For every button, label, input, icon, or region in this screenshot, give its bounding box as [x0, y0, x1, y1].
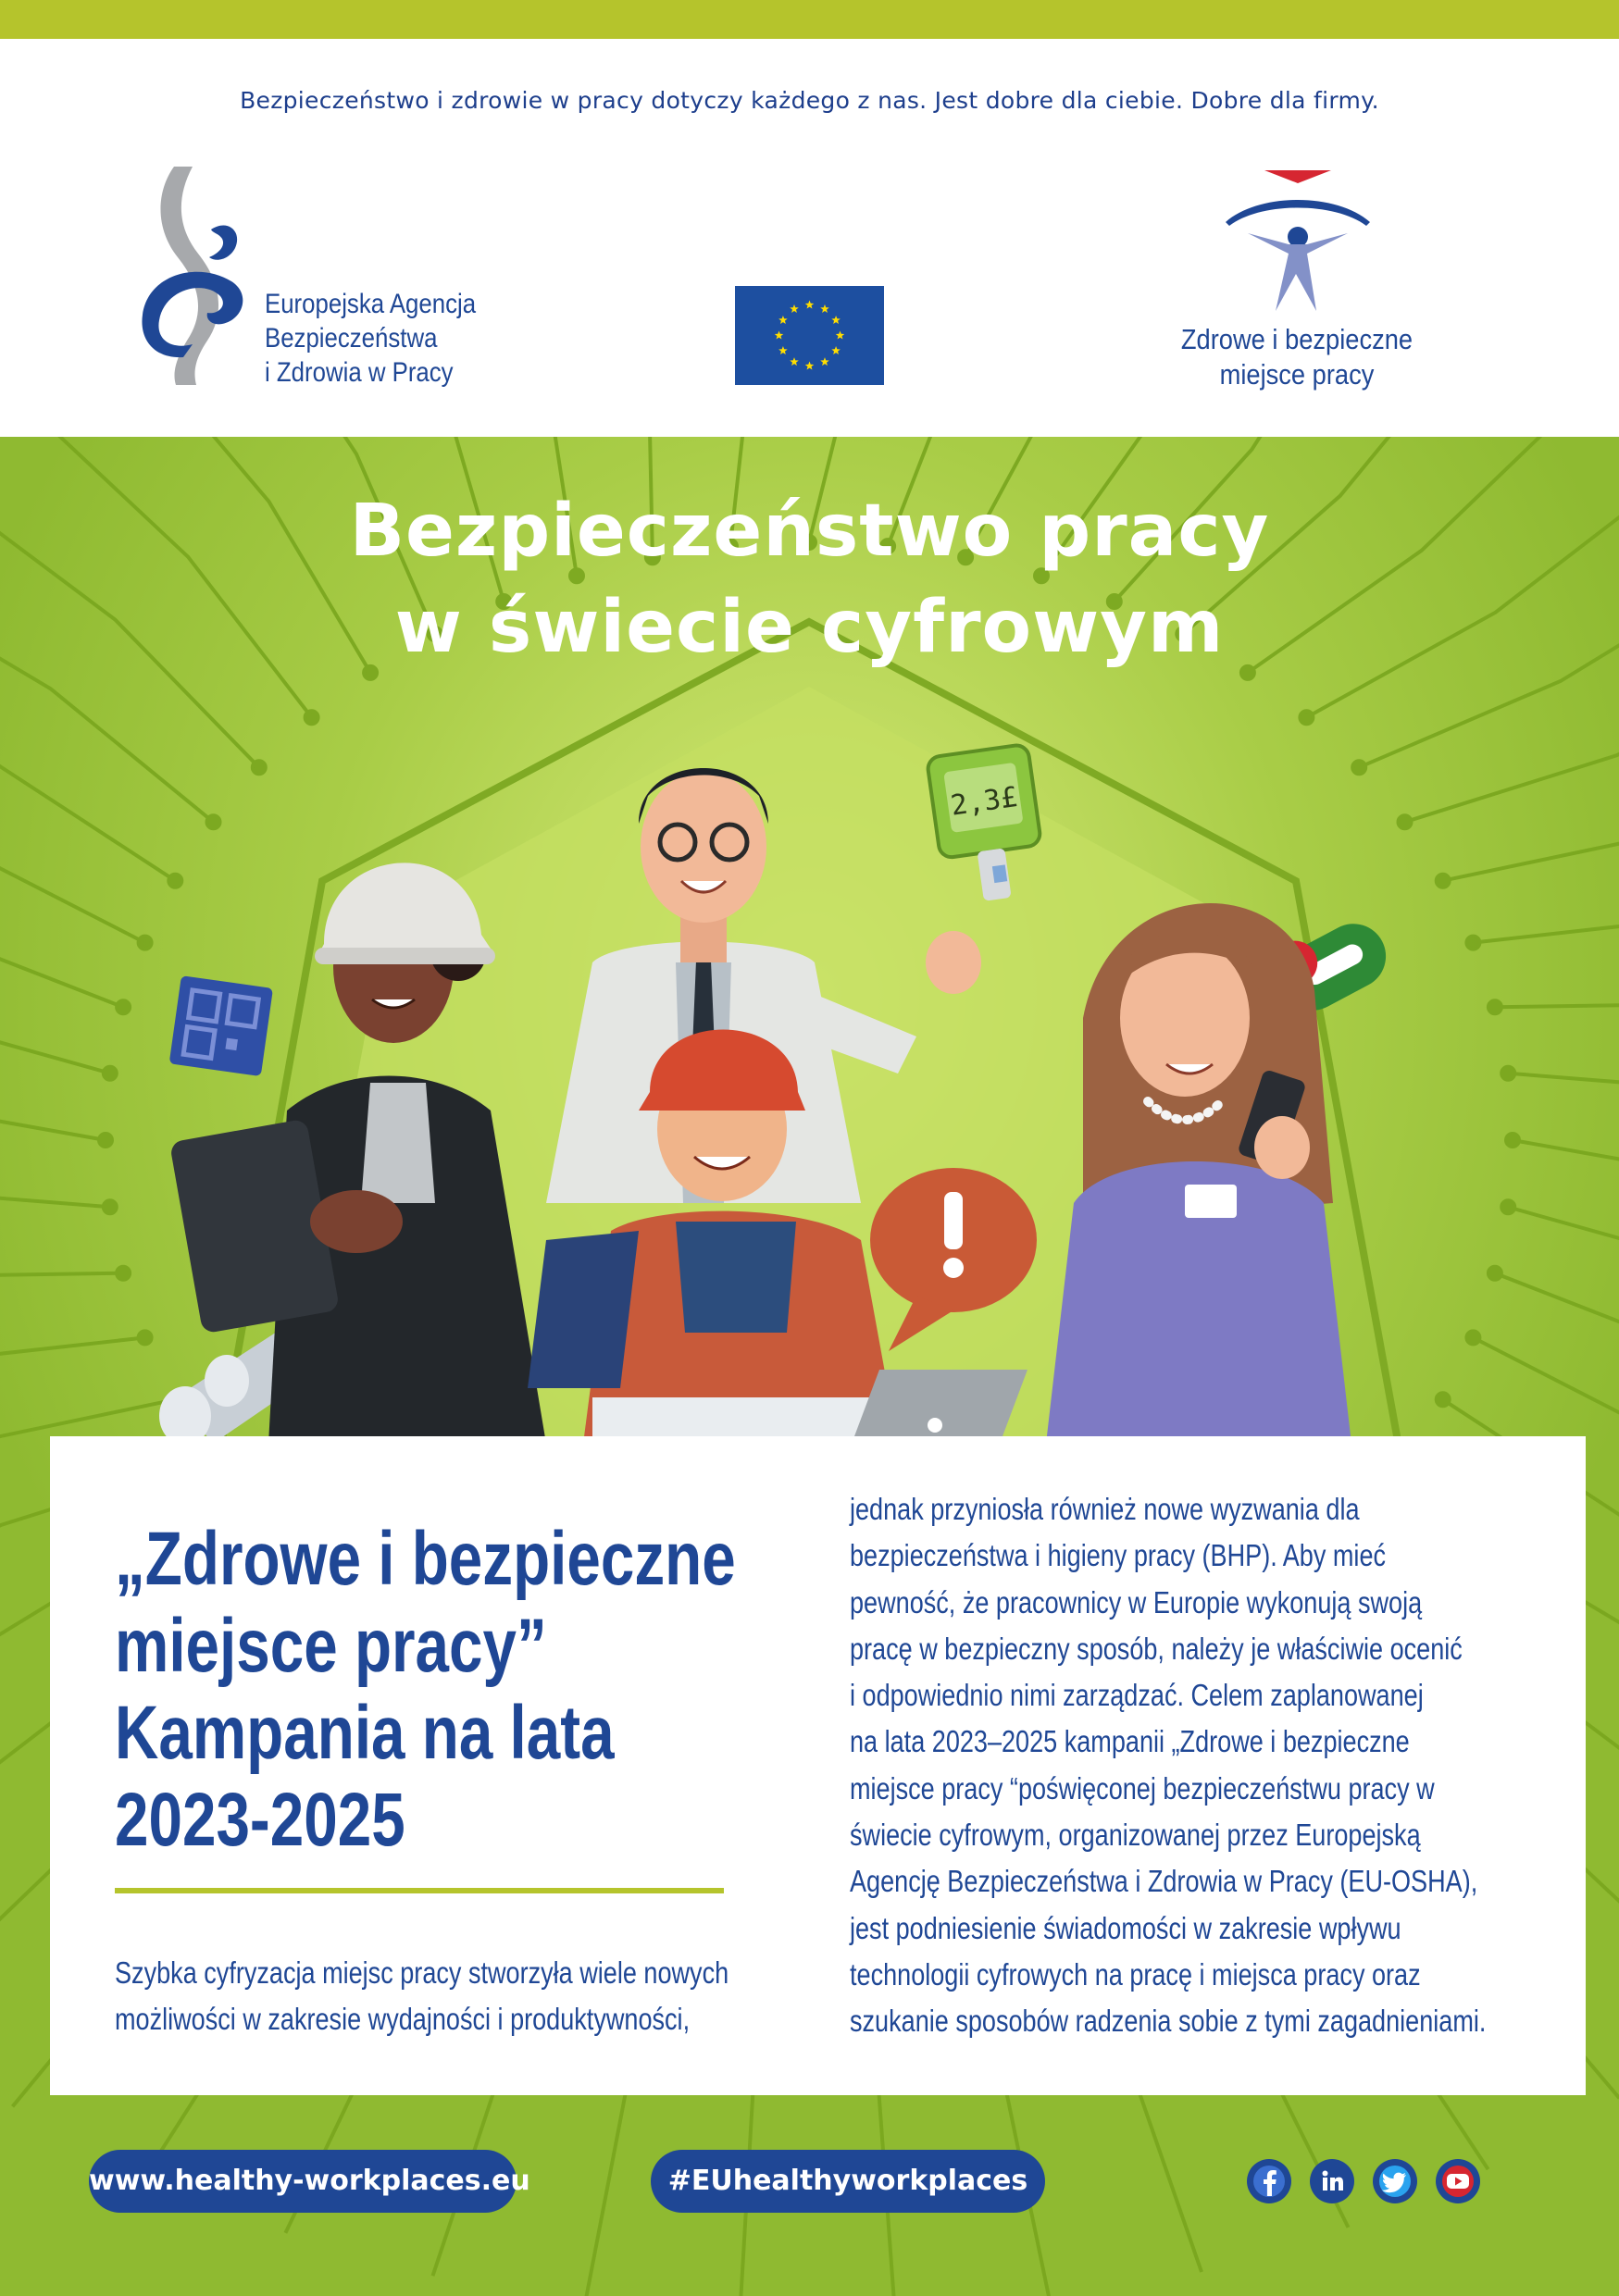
eu-osha-logo-icon	[139, 165, 268, 387]
campaign-headline	[115, 1516, 736, 1864]
top-stripe	[0, 0, 1619, 39]
body-text-right	[850, 1486, 1486, 2045]
youtube-icon[interactable]	[1436, 2159, 1480, 2203]
linkedin-icon[interactable]	[1310, 2159, 1354, 2203]
body-line: Szybka cyfryzacja miejsc pracy stworzyła wiele nowych	[115, 1955, 729, 1990]
circuit-node	[1437, 1393, 1450, 1406]
body-text-left	[115, 1950, 729, 2042]
tagline: Bezpieczeństwo i zdrowie w pracy dotyczy każdego z nas. Jest dobre dla ciebie. Dobre dla firmy.	[240, 87, 1379, 114]
body-line: pracę w bezpieczny sposób, należy je właściwie ocenić	[850, 1631, 1463, 1666]
device-readout: 2,3£	[948, 780, 1020, 823]
body-line: na lata 2023–2025 kampanii „Zdrowe i bezpieczne	[850, 1724, 1410, 1759]
headline-line: „Zdrowe i bezpieczne	[115, 1517, 736, 1601]
circuit-node	[1501, 1067, 1514, 1080]
circuit-node	[139, 937, 152, 949]
headline-line: 2023-2025	[115, 1778, 405, 1862]
body-line: bezpieczeństwa i higieny pracy (BHP). Aby mieć	[850, 1538, 1387, 1573]
body-line: Agencję Bezpieczeństwa i Zdrowia w Pracy (EU-OSHA),	[850, 1864, 1478, 1899]
qr-card-icon	[169, 975, 273, 1076]
body-line: technologii cyfrowych na pracę i miejsca pracy oraz	[850, 1956, 1421, 1992]
website-link[interactable]: www.healthy-workplaces.eu	[89, 2150, 517, 2213]
eu-flag-icon	[735, 286, 884, 385]
twitter-icon[interactable]	[1373, 2159, 1417, 2203]
headline-line: miejsce pracy”	[115, 1604, 547, 1688]
body-line: i odpowiednio nimi zarządzać. Celem zaplanowanej	[850, 1678, 1424, 1713]
circuit-node	[1506, 1134, 1519, 1147]
body-line: szukanie sposobów radzenia sobie z tymi zagadnieniami.	[850, 2004, 1487, 2039]
circuit-node	[1488, 1000, 1501, 1013]
hero-title-line: Bezpieczeństwo pracy	[349, 490, 1270, 573]
body-line: możliwości w zakresie wydajności i produktywności,	[115, 2002, 691, 2036]
agency-name-line: Europejska Agencja	[265, 289, 477, 319]
hashtag-link[interactable]: #EUhealthyworkplaces	[651, 2150, 1045, 2213]
circuit-node	[104, 1200, 117, 1213]
circuit-node	[1466, 937, 1479, 949]
circuit-node	[1466, 1331, 1479, 1344]
campaign-logo-line: miejsce pracy	[1219, 358, 1375, 391]
campaign-logo-line: Zdrowe i bezpieczne	[1180, 323, 1414, 355]
hero-title-line: w świecie cyfrowym	[394, 586, 1225, 669]
circuit-node	[117, 1000, 130, 1013]
circuit-node	[1488, 1267, 1501, 1280]
circuit-node	[1501, 1200, 1514, 1213]
body-line: jednak przyniosła również nowe wyzwania dla	[850, 1492, 1360, 1526]
hero-title	[0, 483, 1619, 676]
agency-name-line: i Zdrowia w Pracy	[265, 357, 454, 388]
body-line: miejsce pracy “poświęconej bezpieczeństwu pracy w	[850, 1770, 1435, 1806]
agency-name	[265, 287, 476, 390]
headline-divider	[115, 1888, 724, 1893]
campaign-logo-name	[1154, 322, 1439, 392]
workers-illustration	[157, 685, 1416, 1444]
office-woman-figure	[1046, 903, 1351, 1444]
circuit-node	[104, 1067, 117, 1080]
circuit-node	[99, 1134, 112, 1147]
circuit-node	[1437, 875, 1450, 887]
healthy-workplaces-logo-icon	[1222, 165, 1374, 317]
warning-bubble-icon	[870, 1168, 1037, 1351]
headline-line: Kampania na lata	[115, 1691, 615, 1775]
digital-meter-icon	[927, 744, 1048, 907]
circuit-node	[117, 1267, 130, 1280]
circuit-node	[139, 1331, 152, 1344]
body-line: świecie cyfrowym, organizowanej przez Europejską	[850, 1818, 1421, 1853]
body-line: jest podniesienie świadomości w zakresie wpływu	[850, 1910, 1401, 1945]
body-line: pewność, że pracownicy w Europie wykonują swoją	[850, 1584, 1423, 1620]
facebook-icon[interactable]	[1247, 2159, 1291, 2203]
agency-name-line: Bezpieczeństwa	[265, 323, 438, 354]
